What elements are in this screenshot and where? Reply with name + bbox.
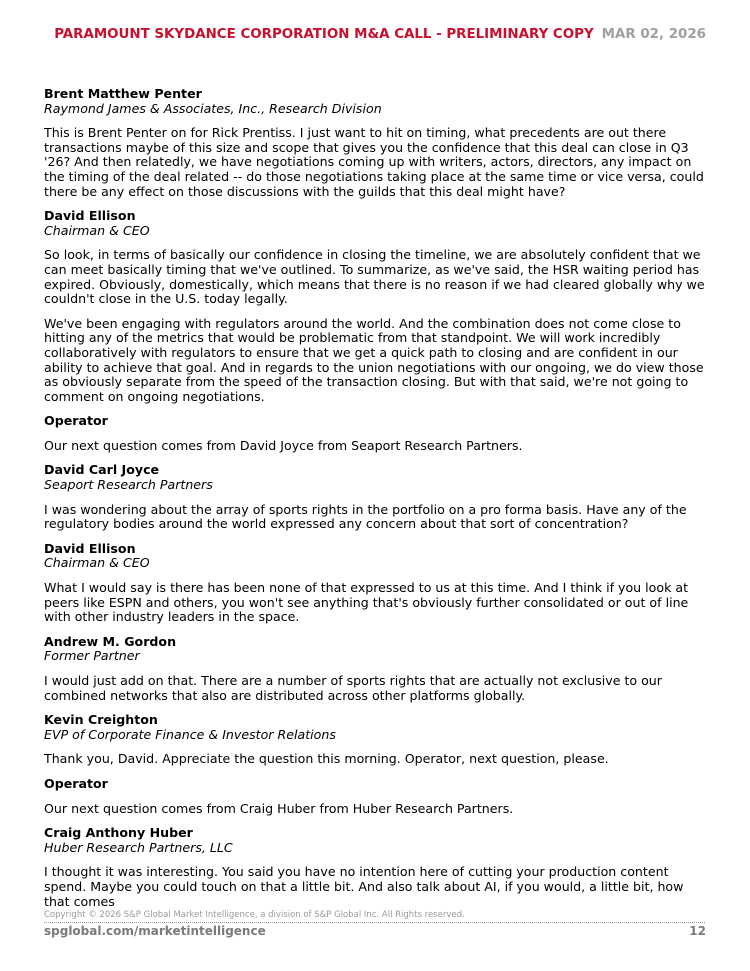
speaker-role: EVP of Corporate Finance & Investor Relations xyxy=(44,726,336,742)
page-number: 12 xyxy=(689,924,706,938)
speaker-role: Raymond James & Associates, Inc., Research Division xyxy=(44,100,382,116)
transcript-paragraph: I was wondering about the array of sports rights in the portfolio on a pro forma basis. Have any of the regulatory bodies around the world expressed any concern about that sort of concentration? xyxy=(44,501,687,532)
speaker-block xyxy=(44,414,709,429)
speaker-role: Seaport Research Partners xyxy=(44,477,213,493)
speaker-role: Chairman & CEO xyxy=(44,222,150,238)
transcript-paragraph: What I would say is there has been none of that expressed to us at this time. And I think if you look at peers like ESPN and others, you won't see anything that's obviously further consolidated or out of line with other industry leaders in the space. xyxy=(44,580,689,625)
speaker-role: Huber Research Partners, LLC xyxy=(44,839,233,855)
speaker-name: David Ellison xyxy=(44,540,136,556)
footer-divider xyxy=(44,922,705,923)
speaker-name: Kevin Creighton xyxy=(44,712,158,728)
transcript-paragraph: Thank you, David. Appreciate the question this morning. Operator, next question, please. xyxy=(44,751,609,767)
transcript-body xyxy=(44,87,709,919)
transcript-paragraph: I would just add on that. There are a number of sports rights that are actually not exclusive to our combined networks that also are distributed across other platforms globally. xyxy=(44,673,662,703)
transcript-paragraph: This is Brent Penter on for Rick Prentiss. I just want to hit on timing, what precedents are out there transactions maybe of this size and scope that gives you the confidence that this deal can close in Q3 '26? And then relatedly, we have negotiations coming up with writers, actors, directors, any impact on the timing of the deal related -- do those negotiations taking place at the same time or vice versa, could there be any effect on those discussions with the guilds that this deal might have? xyxy=(44,125,704,199)
transcript-paragraph: I thought it was interesting. You said you have no intention here of cutting your production content spend. Maybe you could touch on that a little bit. And also talk about AI, if you would, a little bit, how that comes xyxy=(44,864,684,909)
footer-copyright: Copyright © 2026 S&P Global Market Intelligence, a division of S&P Global Inc. All Rights reserved. xyxy=(44,910,465,920)
speaker-block xyxy=(44,463,709,492)
document-header xyxy=(54,27,706,42)
transcript-paragraph: We've been engaging with regulators around the world. And the combination does not come close to hitting any of the metrics that would be problematic from that standpoint. We will work incredibly collaboratively with regulators to ensure that we get a quick path to closing and are confident in our ability to achieve that goal. And in regards to the union negotiations with our ongoing, we do view those as obviously separate from the speed of the transaction closing. But with that said, we're not going to comment on ongoing negotiations. xyxy=(44,315,704,404)
speaker-block xyxy=(44,209,709,238)
header-date: MAR 02, 2026 xyxy=(601,27,706,42)
speaker-name: Brent Matthew Penter xyxy=(44,86,202,101)
transcript-paragraph: Our next question comes from David Joyce from Seaport Research Partners. xyxy=(44,437,523,453)
speaker-name: Operator xyxy=(44,775,108,791)
speaker-name: Andrew M. Gordon xyxy=(44,633,177,649)
speaker-block xyxy=(44,713,709,742)
footer-url: spglobal.com/marketintelligence xyxy=(44,924,266,938)
speaker-block xyxy=(44,87,709,116)
speaker-name: David Ellison xyxy=(44,208,136,224)
speaker-block xyxy=(44,826,709,855)
speaker-name: David Carl Joyce xyxy=(44,462,160,478)
speaker-block xyxy=(44,635,709,664)
speaker-name: Craig Anthony Huber xyxy=(44,825,193,841)
header-title: PARAMOUNT SKYDANCE CORPORATION M&A CALL - PRELIMINARY COPY xyxy=(54,27,594,42)
speaker-role: Former Partner xyxy=(44,648,140,664)
speaker-block xyxy=(44,777,709,792)
speaker-name: Operator xyxy=(44,413,108,429)
transcript-paragraph: So look, in terms of basically our confidence in closing the timeline, we are absolutely confident that we can meet basically timing that we've outlined. To summarize, as we've said, the HSR waiting period has expired. Obviously, domestically, which means that there is no reason if we had cleared globally why we couldn't close in the U.S. today legally. xyxy=(44,247,705,307)
speaker-block xyxy=(44,542,709,571)
transcript-paragraph: Our next question comes from Craig Huber from Huber Research Partners. xyxy=(44,800,514,816)
speaker-role: Chairman & CEO xyxy=(44,555,150,571)
